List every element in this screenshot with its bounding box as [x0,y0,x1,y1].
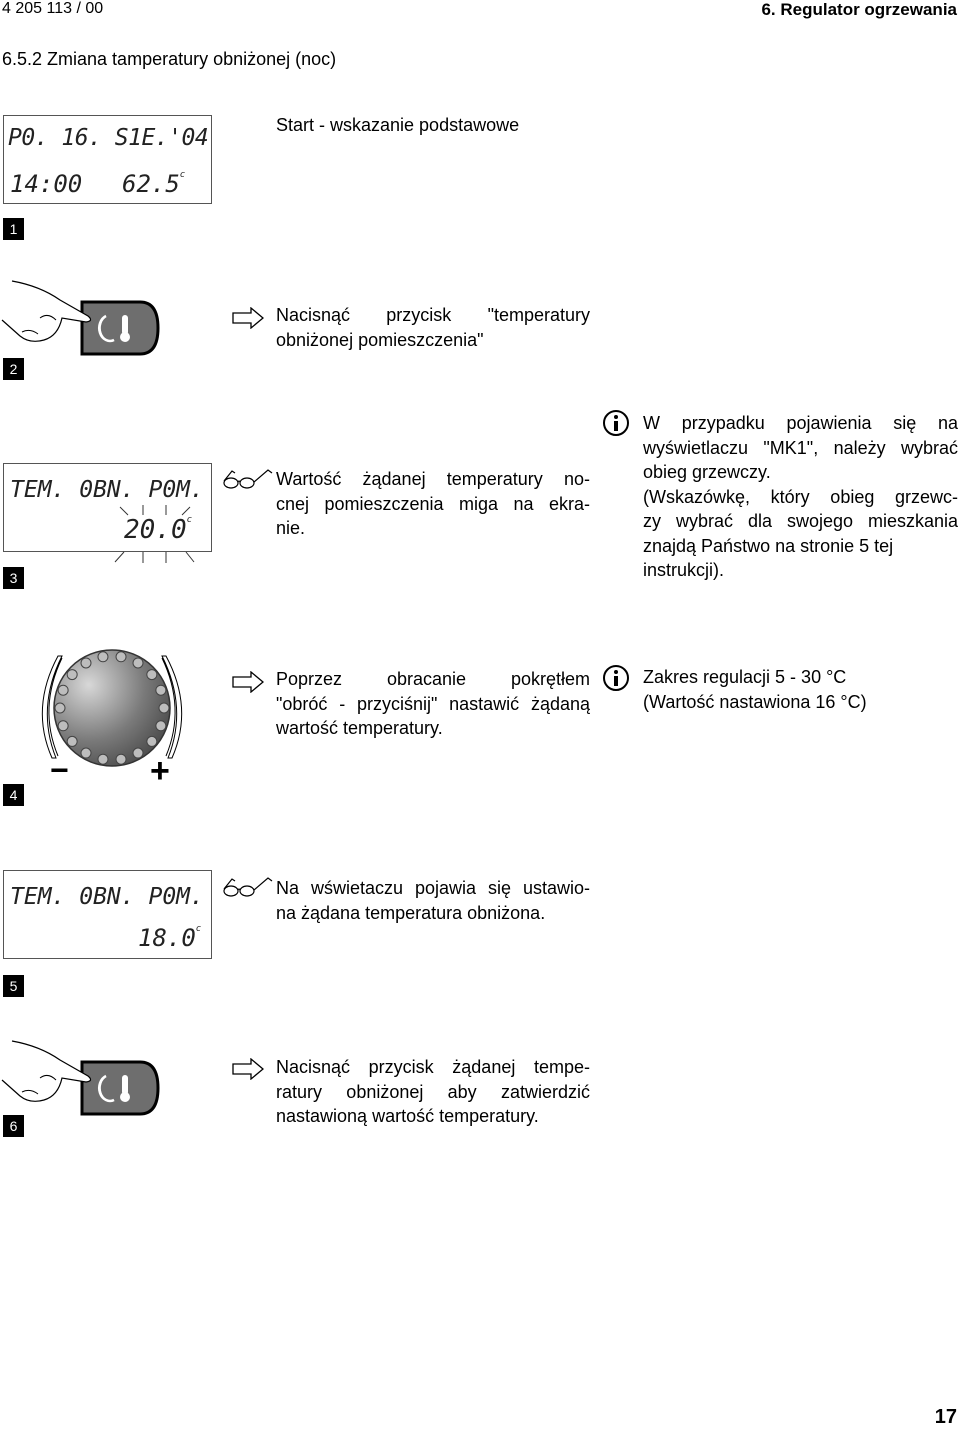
knob-stud [133,748,143,758]
lcd-label: TEM. 0BN. P0M. [10,477,204,503]
step-5-text: Na wświetaczu pojawia się ustawio- na żądana temperatura obniżona. [276,878,590,923]
section-title: 6. Regulator ogrzewania [761,0,957,19]
knob-stud [67,736,77,746]
page-number: 17 [934,1406,957,1428]
knob-stud [156,721,166,731]
page-title: 6.5.2 Zmiana tamperatury obniżonej (noc) [2,49,337,69]
knob-stud [147,736,157,746]
lcd-display-start [3,115,212,204]
knob-stud [116,652,126,662]
step-6-text: Nacisnąć przycisk żądanej tempe- ratury obniżonej aby zatwierdzić nastawioną wartość temperatury. [276,1057,590,1126]
knob-stud [81,748,91,758]
step-3-text: Wartość żądanej temperatury no- cnej pomieszczenia miga na ekra- nie. [276,469,590,538]
step-2-text: Nacisnąć przycisk "temperatury obniżonej pomieszczenia" [276,305,590,350]
step-badge: 4 [3,784,24,806]
lcd-time: 14:00 [10,170,83,198]
arrow-icon [232,671,264,693]
lcd-label: TEM. 0BN. P0M. [10,884,204,910]
knob-stud [98,754,108,764]
lcd-display-set-temp [3,870,212,959]
knob-stud [67,670,77,680]
step-3-info: W przypadku pojawienia się na wyświetlaczu "MK1", należy wybrać obieg grzewczy. (Wskazówkę, który obieg grzewc- zy wybrać dla swojego mieszkania znajdą Państwo na stronie 5 tej instrukcji). [643,413,958,580]
knob-stud [58,721,68,731]
step-4-info: Zakres regulacji 5 - 30 °C (Wartość nastawiona 16 °C) [643,667,867,712]
knob-stud [133,658,143,668]
glasses-icon [222,876,274,898]
info-icon [602,409,630,437]
step-badge: 2 [3,358,24,380]
knob-stud [58,685,68,695]
arrow-icon [232,1058,264,1080]
doc-number: 4 205 113 / 00 [2,0,104,17]
hand-pressing-night-button-icon [0,278,165,360]
step-4-text: Poprzez obracanie pokrętłem "obróć - przyciśnij" nastawić żądaną wartość temperatury. [276,669,590,738]
step-badge: 1 [3,218,24,240]
step-badge: 6 [3,1115,24,1137]
info-icon [602,664,630,692]
lcd-value-blinking: 20.0$^c$ [124,515,193,545]
hand-pressing-night-button-icon [0,1038,165,1120]
step-badge: 3 [3,567,24,589]
knob-stud [156,685,166,695]
blink-rays-icon [110,505,200,570]
knob-stud [98,652,108,662]
lcd-value: 62.5$^c$ [122,170,186,198]
plus-label: + [150,752,170,790]
glasses-icon [222,468,274,490]
step-1-text: Start - wskazanie podstawowe [276,115,520,135]
knob-stud [147,670,157,680]
minus-label: − [50,752,69,788]
arrow-icon [232,307,264,329]
knob-stud [159,703,169,713]
lcd-value: 18.0$^c$ [138,924,202,952]
knob-stud [55,703,65,713]
step-badge: 5 [3,975,24,997]
lcd-row-date: P0. 16. S1E.'04 [8,125,209,151]
knob-stud [81,658,91,668]
knob-stud [116,754,126,764]
